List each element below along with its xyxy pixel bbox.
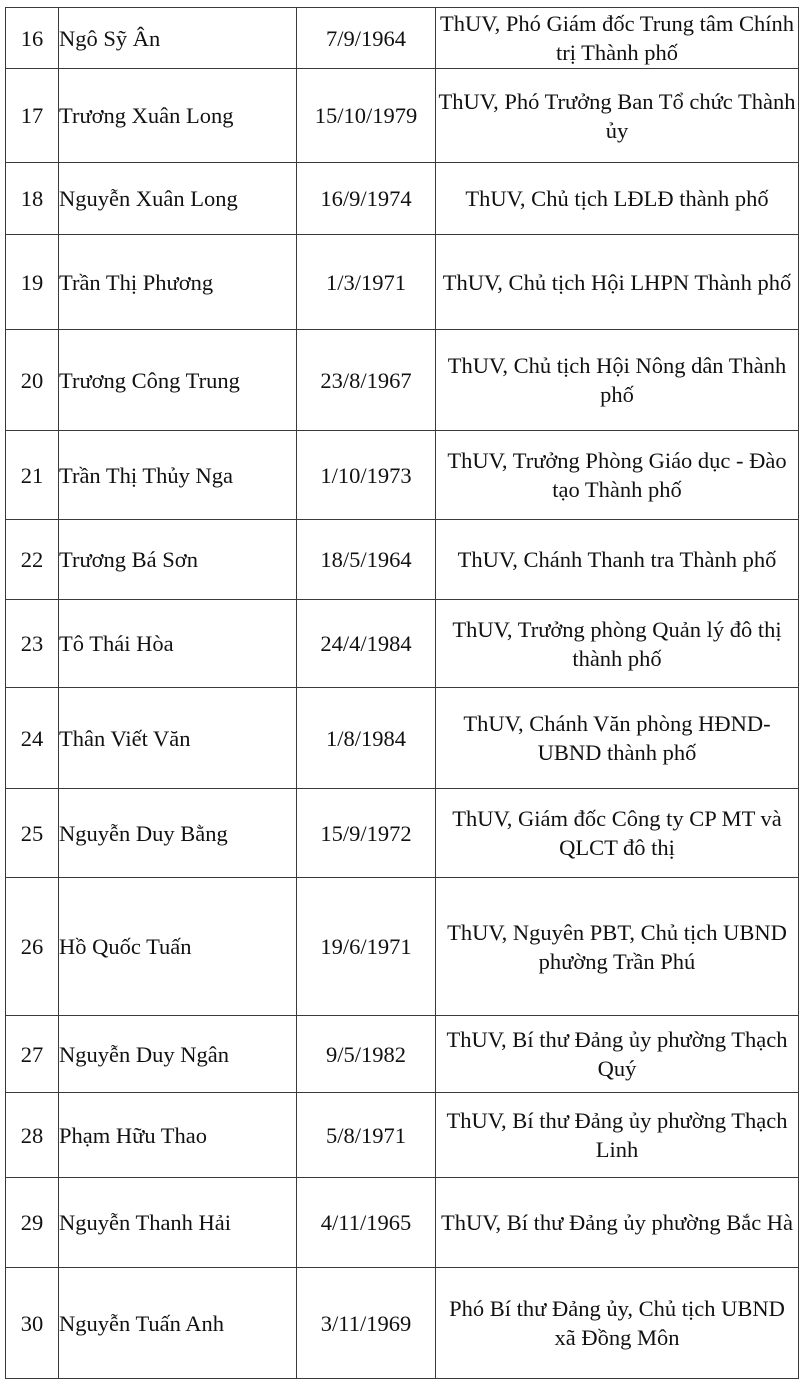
- table-row: [6, 520, 799, 600]
- table-row: [6, 878, 799, 1016]
- row-number: 25: [6, 789, 59, 878]
- person-name: Tô Thái Hòa: [59, 600, 297, 688]
- date-of-birth: 15/9/1972: [297, 789, 436, 878]
- table-row: [6, 8, 799, 69]
- person-name: Trương Bá Sơn: [59, 520, 297, 600]
- position: ThUV, Chánh Văn phòng HĐND-UBND thành phố: [436, 688, 799, 789]
- person-name: Nguyễn Duy Bằng: [59, 789, 297, 878]
- date-of-birth: 18/5/1964: [297, 520, 436, 600]
- position: ThUV, Bí thư Đảng ủy phường Thạch Linh: [436, 1093, 799, 1178]
- person-name: Ngô Sỹ Ân: [59, 8, 297, 69]
- table-row: [6, 69, 799, 163]
- date-of-birth: 1/3/1971: [297, 235, 436, 330]
- row-number: 26: [6, 878, 59, 1016]
- date-of-birth: 9/5/1982: [297, 1016, 436, 1093]
- row-number: 20: [6, 330, 59, 431]
- date-of-birth: 23/8/1967: [297, 330, 436, 431]
- person-name: Nguyễn Thanh Hải: [59, 1178, 297, 1268]
- person-name: Nguyễn Tuấn Anh: [59, 1268, 297, 1379]
- row-number: 28: [6, 1093, 59, 1178]
- row-number: 23: [6, 600, 59, 688]
- table-row: [6, 789, 799, 878]
- person-name: Hồ Quốc Tuấn: [59, 878, 297, 1016]
- position: ThUV, Bí thư Đảng ủy phường Thạch Quý: [436, 1016, 799, 1093]
- personnel-table-body: [6, 8, 799, 1379]
- row-number: 19: [6, 235, 59, 330]
- table-row: [6, 1268, 799, 1379]
- person-name: Trần Thị Phương: [59, 235, 297, 330]
- table-row: [6, 431, 799, 520]
- position: ThUV, Bí thư Đảng ủy phường Bắc Hà: [436, 1178, 799, 1268]
- table-row: [6, 1093, 799, 1178]
- date-of-birth: 3/11/1969: [297, 1268, 436, 1379]
- row-number: 22: [6, 520, 59, 600]
- person-name: Nguyễn Duy Ngân: [59, 1016, 297, 1093]
- position: ThUV, Trưởng Phòng Giáo dục - Đào tạo Thành phố: [436, 431, 799, 520]
- table-row: [6, 235, 799, 330]
- row-number: 17: [6, 69, 59, 163]
- date-of-birth: 19/6/1971: [297, 878, 436, 1016]
- position: ThUV, Phó Trưởng Ban Tổ chức Thành ủy: [436, 69, 799, 163]
- table-row: [6, 688, 799, 789]
- date-of-birth: 16/9/1974: [297, 163, 436, 235]
- position: Phó Bí thư Đảng ủy, Chủ tịch UBND xã Đồng Môn: [436, 1268, 799, 1379]
- table-row: [6, 1016, 799, 1093]
- table-row: [6, 163, 799, 235]
- position: ThUV, Trưởng phòng Quản lý đô thị thành phố: [436, 600, 799, 688]
- table-row: [6, 1178, 799, 1268]
- row-number: 24: [6, 688, 59, 789]
- position: ThUV, Chủ tịch Hội LHPN Thành phố: [436, 235, 799, 330]
- person-name: Trương Xuân Long: [59, 69, 297, 163]
- table-row: [6, 600, 799, 688]
- person-name: Thân Viết Văn: [59, 688, 297, 789]
- row-number: 27: [6, 1016, 59, 1093]
- row-number: 21: [6, 431, 59, 520]
- row-number: 16: [6, 8, 59, 69]
- row-number: 18: [6, 163, 59, 235]
- person-name: Trương Công Trung: [59, 330, 297, 431]
- position: ThUV, Giám đốc Công ty CP MT và QLCT đô thị: [436, 789, 799, 878]
- row-number: 29: [6, 1178, 59, 1268]
- date-of-birth: 5/8/1971: [297, 1093, 436, 1178]
- position: ThUV, Chánh Thanh tra Thành phố: [436, 520, 799, 600]
- person-name: Phạm Hữu Thao: [59, 1093, 297, 1178]
- date-of-birth: 15/10/1979: [297, 69, 436, 163]
- date-of-birth: 4/11/1965: [297, 1178, 436, 1268]
- position: ThUV, Nguyên PBT, Chủ tịch UBND phường Trần Phú: [436, 878, 799, 1016]
- date-of-birth: 7/9/1964: [297, 8, 436, 69]
- person-name: Trần Thị Thủy Nga: [59, 431, 297, 520]
- date-of-birth: 24/4/1984: [297, 600, 436, 688]
- date-of-birth: 1/10/1973: [297, 431, 436, 520]
- table-row: [6, 330, 799, 431]
- row-number: 30: [6, 1268, 59, 1379]
- position: ThUV, Chủ tịch Hội Nông dân Thành phố: [436, 330, 799, 431]
- position: ThUV, Phó Giám đốc Trung tâm Chính trị Thành phố: [436, 8, 799, 69]
- personnel-table: [5, 7, 799, 1379]
- person-name: Nguyễn Xuân Long: [59, 163, 297, 235]
- position: ThUV, Chủ tịch LĐLĐ thành phố: [436, 163, 799, 235]
- date-of-birth: 1/8/1984: [297, 688, 436, 789]
